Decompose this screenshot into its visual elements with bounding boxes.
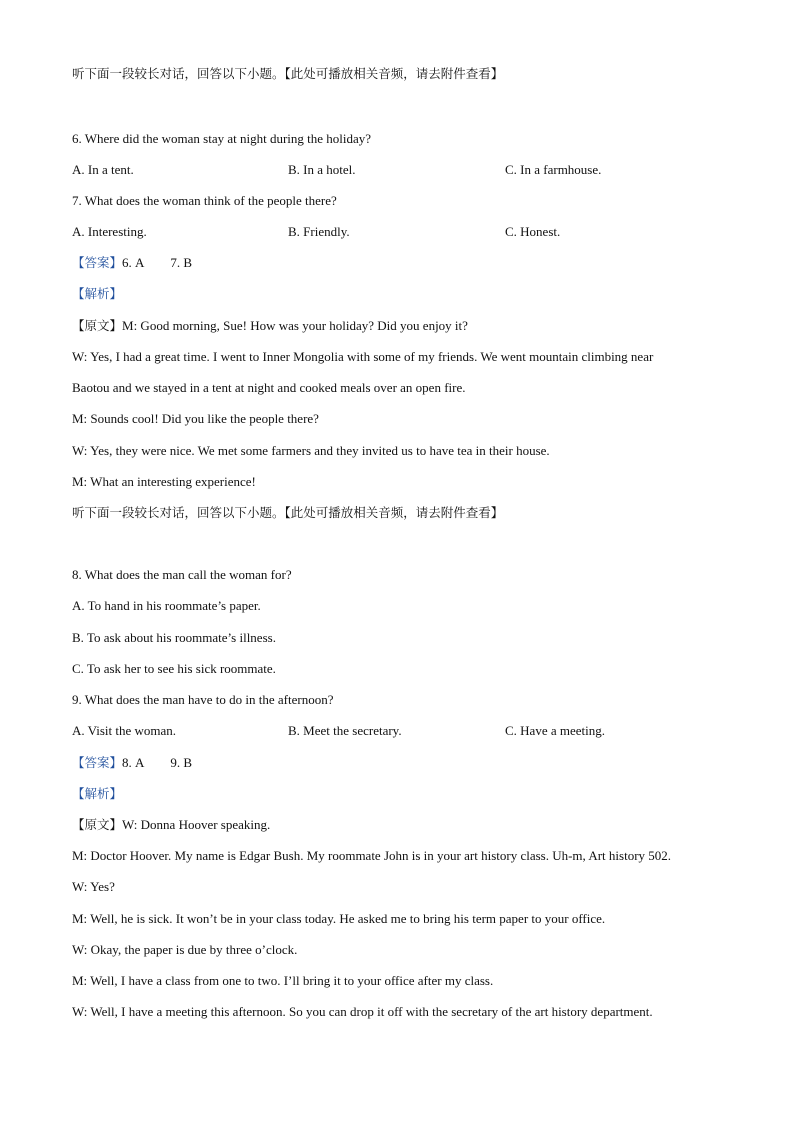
transcript-line: W: Yes?: [72, 879, 115, 894]
q6-option-a: A. In a tent.: [72, 162, 134, 177]
transcript-line: M: Sounds cool! Did you like the people there?: [72, 411, 319, 426]
transcript-text: M: Good morning, Sue! How was your holiday? Did you enjoy it?: [122, 318, 468, 333]
transcript-line: W: Yes, they were nice. We met some farmers and they invited us to have tea in their house.: [72, 443, 550, 458]
answer-6: 6. A: [122, 255, 145, 270]
transcript-line: W: Well, I have a meeting this afternoon. So you can drop it off with the secretary of the art history department.: [72, 1004, 653, 1019]
question-7: 7. What does the woman think of the people there?: [72, 193, 337, 208]
q7-option-a: A. Interesting.: [72, 224, 147, 239]
transcript-line: [72, 817, 270, 833]
transcript-text: W: Donna Hoover speaking.: [122, 817, 271, 832]
original-text-tag: 【原文】: [72, 817, 123, 832]
transcript-line: M: What an interesting experience!: [72, 474, 256, 489]
answer-line-1: [72, 255, 192, 271]
answer-8: 8. A: [122, 755, 145, 770]
section1-instruction: 听下面一段较长对话，回答以下小题。【此处可播放相关音频，请去附件查看】: [72, 66, 504, 81]
original-text-tag: 【原文】: [72, 318, 123, 333]
transcript-line: Baotou and we stayed in a tent at night and cooked meals over an open fire.: [72, 380, 466, 395]
q7-option-c: C. Honest.: [505, 224, 561, 239]
q8-option-b: B. To ask about his roommate’s illness.: [72, 630, 276, 645]
answer-line-2: [72, 755, 192, 771]
answer-7: 7. B: [170, 255, 193, 270]
answer-9: 9. B: [170, 755, 193, 770]
q6-option-c: C. In a farmhouse.: [505, 162, 602, 177]
q8-option-a: A. To hand in his roommate’s paper.: [72, 598, 261, 613]
q7-option-b: B. Friendly.: [288, 224, 350, 239]
answer-tag: 【答案】: [72, 255, 123, 270]
q6-option-b: B. In a hotel.: [288, 162, 356, 177]
question-9: 9. What does the man have to do in the afternoon?: [72, 692, 334, 707]
analysis-tag: 【解析】: [72, 286, 123, 301]
section2-instruction: 听下面一段较长对话，回答以下小题。【此处可播放相关音频，请去附件查看】: [72, 505, 504, 520]
transcript-line: M: Doctor Hoover. My name is Edgar Bush. My roommate John is in your art history class. Uh-m, Art history 502.: [72, 848, 672, 863]
question-6: 6. Where did the woman stay at night during the holiday?: [72, 131, 372, 146]
transcript-line: [72, 318, 468, 334]
answer-tag: 【答案】: [72, 755, 123, 770]
question-8: 8. What does the man call the woman for?: [72, 567, 292, 582]
q9-option-a: A. Visit the woman.: [72, 723, 177, 738]
q9-option-c: C. Have a meeting.: [505, 723, 605, 738]
transcript-line: W: Yes, I had a great time. I went to Inner Mongolia with some of my friends. We went mountain climbing near: [72, 349, 654, 364]
q8-option-c: C. To ask her to see his sick roommate.: [72, 661, 276, 676]
transcript-line: W: Okay, the paper is due by three o’clock.: [72, 942, 298, 957]
analysis-tag: 【解析】: [72, 786, 123, 801]
transcript-line: M: Well, I have a class from one to two. I’ll bring it to your office after my class.: [72, 973, 494, 988]
q9-option-b: B. Meet the secretary.: [288, 723, 402, 738]
transcript-line: M: Well, he is sick. It won’t be in your class today. He asked me to bring his term paper to your office.: [72, 911, 606, 926]
